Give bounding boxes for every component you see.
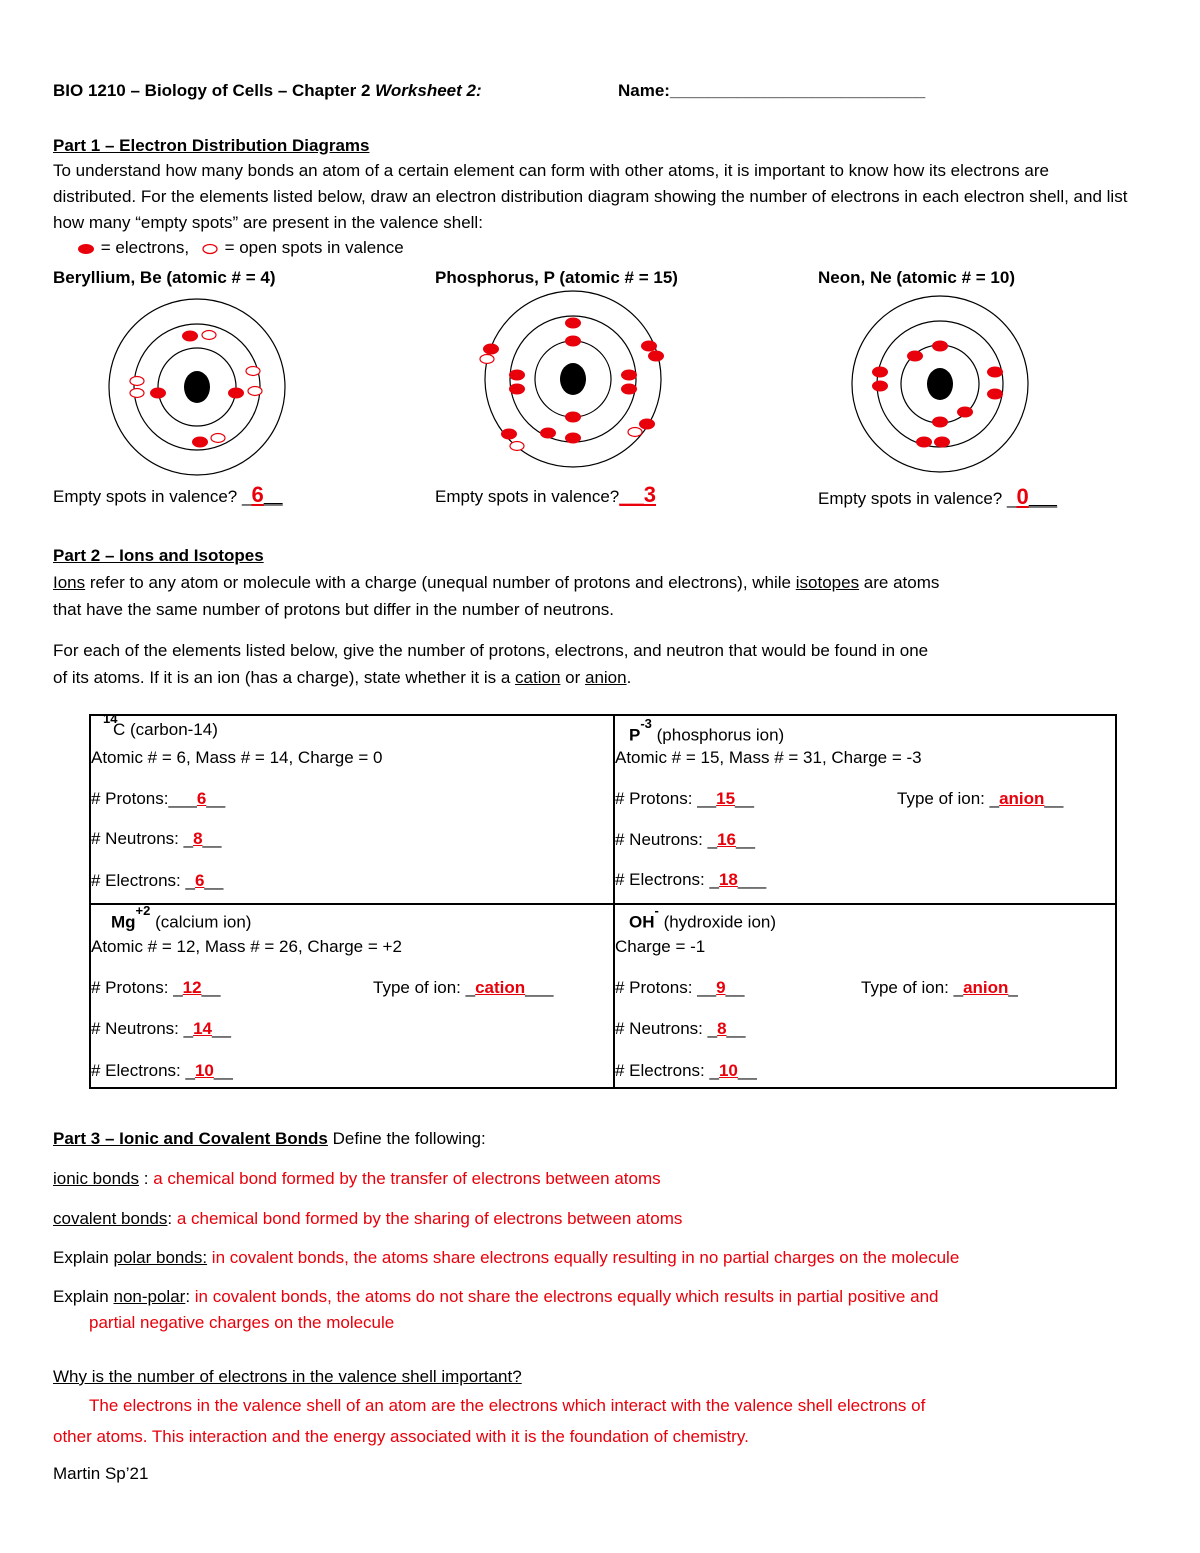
cell-info: Charge = -1: [615, 937, 706, 956]
course-title: BIO 1210 – Biology of Cells – Chapter 2: [53, 81, 371, 100]
protons-row: [615, 978, 745, 998]
definition-text: refer to any atom or molecule with a charge (unequal number of protons and electrons), while: [85, 573, 796, 592]
cell-info: Atomic # = 6, Mass # = 14, Charge = 0: [91, 748, 383, 767]
ion-type-value: anion: [963, 978, 1009, 997]
cell-heading: [629, 903, 777, 933]
protons-row: [91, 789, 225, 809]
protons-label: # Protons: __: [615, 978, 717, 997]
element-name: (hydroxide ion): [658, 912, 777, 932]
part2-title: Part 2 – Ions and Isotopes: [53, 546, 264, 565]
electrons-row: [615, 1061, 757, 1081]
valence-question: Why is the number of electrons in the valence shell important?: [53, 1367, 522, 1386]
neutrons-label: # Neutrons: _: [615, 830, 718, 849]
electrons-row: [615, 870, 766, 890]
protons-tail: __: [735, 789, 754, 808]
answer-value: 6: [251, 482, 264, 507]
ions-term: Ions: [53, 573, 86, 592]
valence-answer-beryllium: [53, 482, 283, 508]
cell-heading: [93, 711, 218, 740]
protons-tail: __: [725, 978, 745, 997]
cell-hydroxide-ion: [615, 905, 1115, 1087]
cell-info: Atomic # = 12, Mass # = 26, Charge = +2: [91, 937, 402, 956]
valence-answer-line2: other atoms. This interaction and the energy associated with it is the foundation of chemistry.: [53, 1427, 749, 1446]
neutrons-tail: __: [211, 1019, 231, 1038]
neon-diagram: [840, 294, 1040, 474]
part3-heading: [53, 1126, 1133, 1152]
answer-value: __3: [619, 482, 656, 507]
footer-signature: Martin Sp’21: [53, 1464, 149, 1483]
name-line: ___________________________: [669, 81, 926, 100]
electrons-tail: __: [213, 1061, 233, 1080]
nonpolar-term: non-polar: [113, 1287, 186, 1306]
element-symbol: Mg: [111, 912, 136, 932]
protons-value: 9: [716, 978, 726, 997]
period: .: [626, 668, 632, 687]
ion-type-label: Type of ion: _: [373, 978, 476, 997]
element-name: (phosphorus ion): [651, 725, 785, 745]
nucleus: [560, 363, 586, 395]
element-symbol: OH: [629, 912, 655, 932]
part1-intro: To understand how many bonds an atom of a certain element can form with other atoms, it is important to know how its electrons are distributed. For the elements listed below, draw an electron distribution diagram showing the number of electrons in each electron shell, and list how many “empty spots” are present in the valence shell:: [53, 161, 1128, 232]
protons-row: [615, 789, 754, 809]
electrons-value: 18: [718, 870, 738, 889]
colon: :: [185, 1287, 195, 1306]
valence-answer-line1: The electrons in the valence shell of an atom are the electrons which interact with the valence shell electrons of: [89, 1396, 926, 1415]
electrons-tail: ___: [737, 870, 767, 889]
legend: [76, 238, 404, 258]
part1-title: Part 1 – Electron Distribution Diagrams: [53, 136, 370, 155]
nucleus: [927, 368, 953, 400]
or-text: or: [560, 668, 585, 687]
covalent-bonds-answer: a chemical bond formed by the sharing of electrons between atoms: [176, 1209, 683, 1228]
valence-answer-neon: [818, 484, 1057, 510]
covalent-bonds-row: [53, 1206, 1133, 1232]
electrons-label: # Electrons: _: [91, 1061, 195, 1080]
element-symbol: C: [113, 720, 126, 739]
question-text: Empty spots in valence?: [435, 487, 620, 506]
cell-heading: [629, 716, 785, 746]
electrons-tail: __: [204, 871, 224, 890]
neutrons-value: 16: [717, 830, 736, 849]
polar-bonds-term: polar bonds:: [113, 1248, 208, 1267]
neutrons-row: [615, 1019, 745, 1039]
answer-tail: __: [263, 487, 283, 506]
answer-value: 0: [1016, 484, 1029, 509]
element-label-phosphorus: Phosphorus, P (atomic # = 15): [435, 268, 678, 287]
cell-phosphorus-ion: [615, 716, 1115, 902]
element-label-neon: Neon, Ne (atomic # = 10): [818, 268, 1015, 287]
charge-superscript: +2: [135, 903, 151, 918]
ion-type-label: Type of ion: _: [861, 978, 964, 997]
ionic-bonds-row: [53, 1166, 1133, 1192]
element-label-beryllium: Beryllium, Be (atomic # = 4): [53, 268, 276, 287]
open-spot-legend-icon: [200, 242, 220, 256]
charge-superscript: -3: [640, 716, 652, 731]
electrons-label: # Electrons: _: [91, 871, 195, 890]
element-symbol: P: [629, 725, 641, 745]
protons-tail: __: [201, 978, 221, 997]
question-text: Empty spots in valence? _: [53, 487, 252, 506]
valence-answer-phosphorus: [435, 482, 656, 508]
cell-heading: [111, 903, 252, 933]
electrons-label: # Electrons: _: [615, 870, 719, 889]
instruction-text: of its atoms. If it is an ion (has a charge), state whether it is a: [53, 668, 516, 687]
definition-end: are atoms: [859, 573, 940, 592]
electrons-value: 10: [718, 1061, 738, 1080]
phosphorus-diagram: [473, 291, 673, 471]
neutrons-value: 8: [717, 1019, 727, 1038]
neutrons-row: [91, 1019, 231, 1039]
colon: :: [139, 1169, 154, 1188]
nonpolar-row: [53, 1284, 1133, 1310]
cell-info: Atomic # = 15, Mass # = 31, Charge = -3: [615, 748, 922, 767]
electrons-row: [91, 871, 223, 891]
neutrons-row: [615, 830, 755, 850]
element-name: (carbon-14): [125, 720, 218, 739]
name-label: Name:: [618, 81, 670, 100]
ion-type-row: [373, 978, 554, 998]
protons-tail: __: [206, 789, 226, 808]
protons-label: # Protons: _: [91, 978, 183, 997]
ion-type-value: cation: [475, 978, 526, 997]
anion-term: anion: [584, 668, 627, 687]
mass-superscript: 14: [103, 711, 118, 726]
neutrons-tail: __: [735, 830, 755, 849]
ion-type-row: [861, 978, 1018, 998]
worksheet-label: Worksheet 2:: [375, 81, 482, 100]
neutrons-tail: __: [202, 829, 222, 848]
part2-instructions-line2: [53, 665, 1133, 691]
electrons-value: 6: [194, 871, 205, 890]
neutrons-label: # Neutrons: _: [615, 1019, 718, 1038]
ion-type-tail: _: [1008, 978, 1018, 997]
neutrons-value: 14: [193, 1019, 212, 1038]
question-text: Empty spots in valence? _: [818, 489, 1017, 508]
ion-type-tail: ___: [525, 978, 554, 997]
cell-magnesium-ion: [91, 905, 611, 1087]
legend-open-text: = open spots in valence: [224, 238, 404, 257]
isotopes-term: isotopes: [795, 573, 860, 592]
worksheet-header: [53, 81, 482, 101]
cell-carbon-14: [91, 711, 611, 902]
ionic-bonds-answer: a chemical bond formed by the transfer of electrons between atoms: [153, 1169, 661, 1188]
electron-legend-icon: [76, 242, 96, 256]
neutrons-row: [91, 829, 221, 849]
protons-value: 15: [716, 789, 736, 808]
name-field[interactable]: [618, 81, 925, 101]
element-name: (calcium ion): [150, 912, 252, 932]
colon: :: [167, 1209, 177, 1228]
legend-electrons-text: = electrons,: [100, 238, 190, 257]
ion-type-tail: __: [1044, 789, 1064, 808]
protons-value: 6: [196, 789, 207, 808]
ion-type-row: [897, 789, 1063, 809]
ion-type-value: anion: [999, 789, 1045, 808]
nucleus: [184, 371, 210, 403]
electrons-tail: __: [737, 1061, 757, 1080]
polar-bonds-row: [53, 1245, 1133, 1271]
neutrons-tail: __: [726, 1019, 746, 1038]
electrons-row: [91, 1061, 233, 1081]
part2-definition: [53, 570, 1133, 596]
neutrons-label: # Neutrons: _: [91, 1019, 194, 1038]
protons-label: # Protons:___: [91, 789, 197, 808]
protons-label: # Protons: __: [615, 789, 717, 808]
part2-instructions: For each of the elements listed below, give the number of protons, electrons, and neutron that would be found in one: [53, 641, 929, 660]
part2-definition-line2: that have the same number of protons but differ in the number of neutrons.: [53, 600, 615, 619]
electrons-value: 10: [194, 1061, 214, 1080]
ions-table: [89, 711, 1117, 1089]
part3-title: Part 3 – Ionic and Covalent Bonds: [53, 1129, 328, 1148]
part3-instructions: Define the following:: [327, 1129, 486, 1148]
polar-bonds-answer: in covalent bonds, the atoms share electrons equally resulting in no partial charges on the molecule: [207, 1248, 960, 1267]
nonpolar-answer-line2: partial negative charges on the molecule: [89, 1313, 395, 1332]
electrons-label: # Electrons: _: [615, 1061, 719, 1080]
protons-row: [91, 978, 221, 998]
explain-text: Explain: [53, 1248, 114, 1267]
charge-superscript: -: [654, 903, 659, 918]
covalent-bonds-term: covalent bonds: [53, 1209, 168, 1228]
nonpolar-answer: in covalent bonds, the atoms do not share the electrons equally which results in partial positive and: [194, 1287, 939, 1306]
cation-term: cation: [515, 668, 561, 687]
explain-text: Explain: [53, 1287, 114, 1306]
protons-value: 12: [182, 978, 202, 997]
neutrons-value: 8: [193, 829, 203, 848]
neutrons-label: # Neutrons: _: [91, 829, 194, 848]
beryllium-diagram: [97, 297, 297, 477]
ion-type-label: Type of ion: _: [897, 789, 1000, 808]
ionic-bonds-term: ionic bonds: [53, 1169, 140, 1188]
answer-tail: ___: [1028, 489, 1058, 508]
